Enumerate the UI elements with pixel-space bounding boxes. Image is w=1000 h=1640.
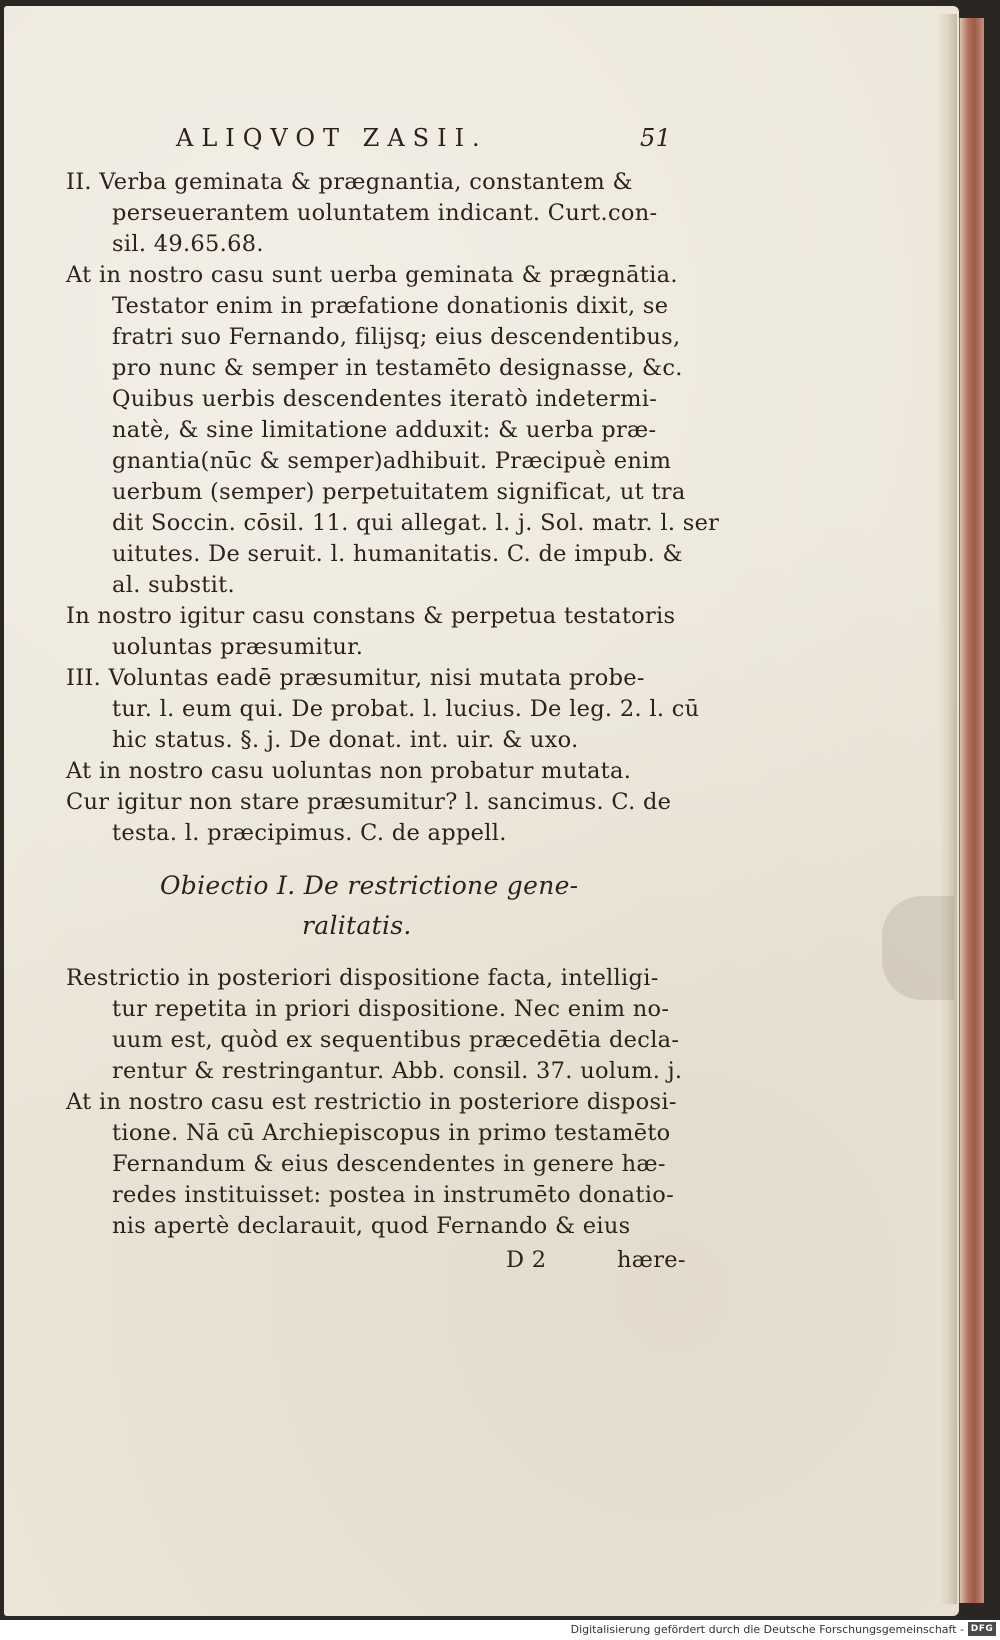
body-line: uoluntas præsumitur.	[112, 634, 364, 660]
body-line: tione. Nā cū Archiepiscopus in primo testamēto	[112, 1120, 671, 1146]
body-line: redes instituisset: postea in instrumēto donatio-	[112, 1182, 674, 1208]
body-line: At in nostro casu uoluntas non probatur mutata.	[66, 758, 632, 784]
body-line: At in nostro casu est restrictio in posteriore disposi-	[66, 1089, 677, 1115]
section-heading: Obiectio I. De restrictione gene-	[160, 871, 579, 900]
body-line: gnantia(nūc & semper)adhibuit. Præcipuè enim	[112, 448, 672, 474]
section-heading-continued: ralitatis.	[302, 911, 412, 940]
body-line: hic status. §. j. De donat. int. uir. & uxo.	[112, 727, 579, 753]
body-line: dit Soccin. cōsil. 11. qui allegat. l. j. Sol. matr. l. ser	[112, 510, 720, 536]
body-line: rentur & restringantur. Abb. consil. 37. uolum. j.	[112, 1058, 683, 1084]
catchword: hære-	[617, 1247, 686, 1273]
body-line: natè, & sine limitatione adduxit: & uerba præ-	[112, 417, 657, 443]
dfg-logo: DFG	[968, 1622, 996, 1636]
body-line: uum est, quòd ex sequentibus præcedētia decla-	[112, 1027, 680, 1053]
body-line: nis apertè declarauit, quod Fernando & eius	[112, 1213, 631, 1239]
folio-number: 51	[640, 124, 672, 152]
book-fore-edge	[959, 18, 984, 1603]
body-line: perseuerantem uoluntatem indicant. Curt.con-	[112, 200, 658, 226]
body-line: fratri suo Fernando, filijsq; eius descendentibus,	[112, 324, 681, 350]
body-line: Testator enim in præfatione donationis dixit, se	[112, 293, 669, 319]
body-line: tur. l. eum qui. De probat. l. lucius. De leg. 2. l. cū	[112, 696, 700, 722]
body-line: testa. l. præcipimus. C. de appell.	[112, 820, 507, 846]
body-line: sil. 49.65.68.	[112, 231, 264, 257]
body-line: Restrictio in posteriori dispositione facta, intelligi-	[66, 965, 659, 991]
body-line: III. Voluntas eadē præsumitur, nisi mutata probe-	[66, 665, 645, 691]
signature-mark: D 2	[506, 1247, 547, 1273]
body-line: Quibus uerbis descendentes iteratò indetermi-	[112, 386, 658, 412]
body-line: tur repetita in priori dispositione. Nec enim no-	[112, 996, 670, 1022]
body-line: Fernandum & eius descendentes in genere hæ-	[112, 1151, 666, 1177]
body-line: uerbum (semper) perpetuitatem significat, ut tra	[112, 479, 686, 505]
body-line: al. substit.	[112, 572, 235, 598]
body-line: pro nunc & semper in testamēto designasse, &c.	[112, 355, 683, 381]
body-line: At in nostro casu sunt uerba geminata & prægnātia.	[66, 262, 678, 288]
body-line: In nostro igitur casu constans & perpetua testatoris	[66, 603, 676, 629]
body-line: II. Verba geminata & prægnantia, constantem &	[66, 169, 633, 195]
body-line: Cur igitur non stare præsumitur? l. sancimus. C. de	[66, 789, 672, 815]
running-title: ALIQVOT ZASII.	[176, 124, 488, 152]
body-line: uitutes. De seruit. l. humanitatis. C. de impub. &	[112, 541, 683, 567]
funding-credit: Digitalisierung gefördert durch die Deutsche Forschungsgemeinschaft -	[570, 1623, 964, 1636]
